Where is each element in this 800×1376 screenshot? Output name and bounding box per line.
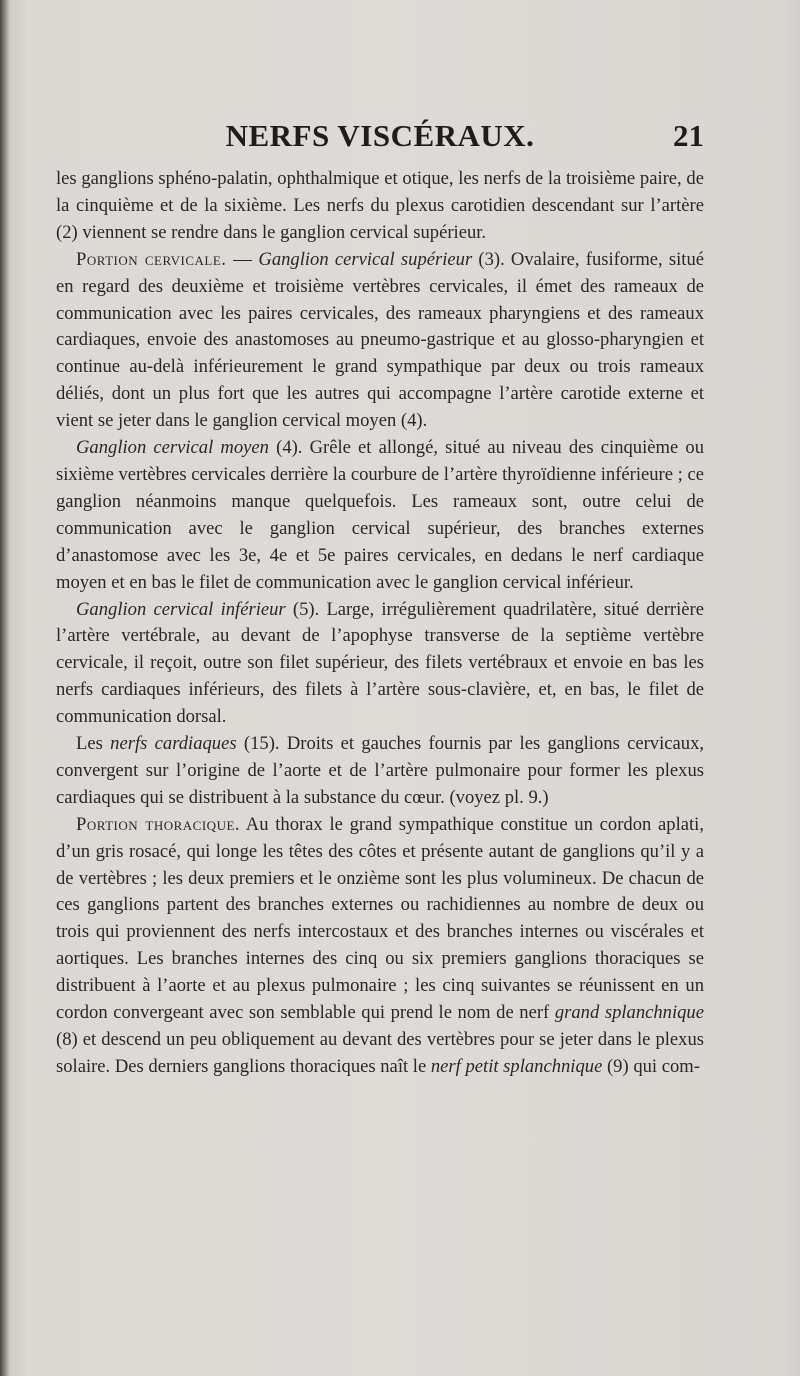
term: nerf petit splanchnique <box>430 1055 603 1077</box>
paragraph-text: (3). Ovalaire, fusiforme, situé en regard des deuxième et troisième vertèbres cervicales, il émet des rameaux de communication avec les paires cervicales, des rameaux pharyngiens et des rameaux cardiaques, envoie des anastomoses au pneumo-gastrique et au glosso-pharyngien et continue au-delà inférieurement le grand sympathique par deux ou trois rameaux déliés, dont un plus fort que les autres qui accompagne l’artère carotide externe et vient se jeter dans le ganglion cervical moyen (4). <box>56 248 705 432</box>
paragraph-portion-cervicale <box>56 247 704 435</box>
paragraph-portion-thoracique <box>56 812 704 1081</box>
paragraph-text: (9) qui com- <box>606 1055 700 1077</box>
term: Ganglion cervical supérieur <box>258 248 473 270</box>
paragraph-text: (4). Grêle et allongé, situé au niveau des cinquième ou sixième vertèbres cervicales derrière la courbure de l’artère thyroïdienne inférieure ; ce ganglion néanmoins manque quelquefois. Les rameaux sont, outre celui de communication avec le ganglion cervical supérieur, des branches externes d’anastomose avec les 3e, 4e et 5e paires cervicales, en dedans le nerf cardiaque moyen et en bas le filet de communication avec le ganglion cervical inférieur. <box>56 437 704 593</box>
paragraph-lead-word: Les <box>76 733 103 755</box>
paragraph-text: Au thorax le grand sympathique constitue un cordon aplati, d’un gris rosacé, qui longe les têtes des côtes et présente autant de ganglions qu’il y a de vertèbres ; les deux premiers et le onzième sont les plus volumineux. De chacun de ces ganglions partent des branches externes ou rachidiennes au nombre de deux ou trois qui proviennent des nerfs intercostaux et des branches internes ou viscérales et aortiques. Les branches internes des cinq ou six premiers ganglions thoraciques se distribuent à l’aorte et au plexus pulmonaire ; les cinq suivantes se réunissent en un cordon convergeant avec son semblable qui prend le nom de nerf <box>56 813 704 1024</box>
paragraph-text: (15). Droits et gauches fournis par les ganglions cervicaux, convergent sur l’origine de l’aorte et de l’artère pulmonaire pour former les plexus cardiaques qui se distribuent à la substance du cœur. (voyez pl. 9.) <box>56 733 705 808</box>
paragraph-intro <box>56 166 704 247</box>
paragraph-text: (8) et descend un peu obliquement au devant des vertèbres pour se jeter dans le plexus solaire. Des derniers ganglions thoraciques naît le <box>56 1029 704 1077</box>
paragraph-nerfs-cardiaques <box>56 731 704 812</box>
page-header <box>56 118 704 158</box>
term: Ganglion cervical moyen <box>76 437 269 459</box>
section-heading: Portion thoracique. <box>76 813 241 835</box>
body-text <box>56 166 704 1081</box>
section-heading: Portion cervicale. — <box>76 248 253 270</box>
paragraph-text: (5). Large, irrégulièrement quadrilatère, situé derrière l’artère vertébrale, au devant de l’apophyse transverse de la septième vertèbre cervicale, il reçoit, outre son filet supérieur, des filets vertébraux et envoie en bas les nerfs cardiaques inférieurs, des filets à l’artère sous-clavière, et, en bas, le filet de communication dorsal. <box>56 598 704 728</box>
page-title: NERFS VISCÉRAUX. <box>225 118 535 153</box>
term: grand splanchnique <box>554 1002 704 1024</box>
term: nerfs cardiaques <box>110 733 237 755</box>
paragraph-text: les ganglions sphéno-palatin, ophthalmique et otique, les nerfs de la troisième paire, de la cinquième et de la sixième. Les nerfs du plexus carotidien descendant sur l’artère (2) viennent se rendre dans le ganglion cervical supérieur. <box>56 168 704 243</box>
term: Ganglion cervical inférieur <box>76 598 286 620</box>
page-number: 21 <box>673 118 704 153</box>
paragraph-ganglion-moyen <box>56 435 704 596</box>
paragraph-ganglion-inferieur <box>56 597 704 732</box>
